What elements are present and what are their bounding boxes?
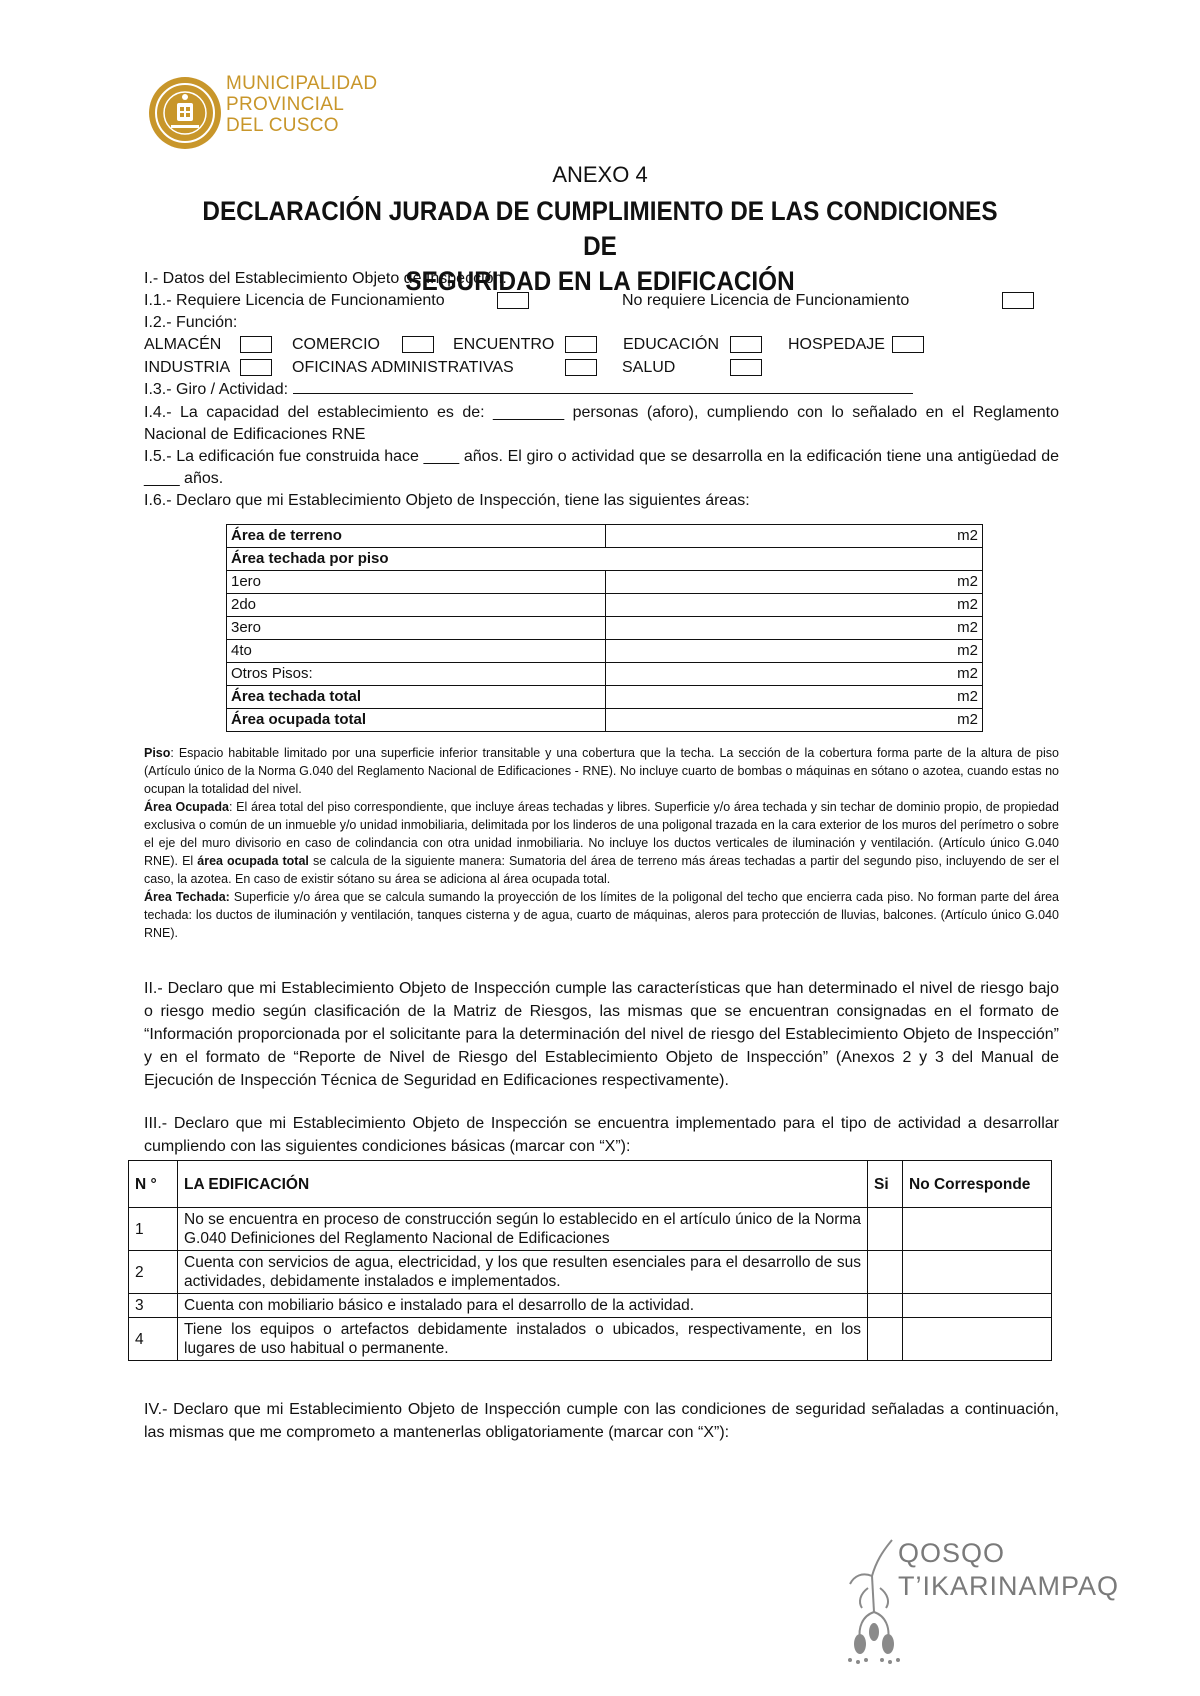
logo-line: MUNICIPALIDAD	[226, 73, 378, 94]
area-label: Otros Pisos:	[227, 663, 606, 686]
educacion-checkbox[interactable]	[730, 336, 762, 353]
condition-text: Tiene los equipos o artefactos debidamente instalados o ubicados, respectivamente, en los lugares de uso habitual o permanente.	[178, 1318, 868, 1361]
header-no-corresponde: No Corresponde	[903, 1161, 1052, 1208]
note-piso	[144, 744, 1059, 798]
condition-number: 3	[129, 1294, 178, 1318]
area-value-field[interactable]: m2	[606, 617, 983, 640]
comercio-checkbox[interactable]	[402, 336, 434, 353]
license-row	[144, 289, 1059, 312]
area-value-field[interactable]: m2	[606, 571, 983, 594]
no-license-checkbox[interactable]	[1002, 292, 1034, 309]
area-row	[227, 640, 983, 663]
area-label: Área ocupada total	[227, 709, 606, 732]
condition-row	[129, 1208, 1052, 1251]
no-license-label: No requiere Licencia de Funcionamiento	[622, 292, 910, 309]
qosqo-line: T’IKARINAMPAQ	[898, 1571, 1120, 1601]
condition-si-cell[interactable]	[868, 1318, 903, 1361]
title-line: SEGURIDAD EN LA EDIFICACIÓN	[405, 266, 795, 296]
area-row	[227, 663, 983, 686]
section-1	[144, 268, 1059, 511]
note-area-techada	[144, 888, 1059, 942]
condition-row	[129, 1318, 1052, 1361]
logo-line: DEL CUSCO	[226, 115, 339, 136]
requires-license-label: I.1.- Requiere Licencia de Funcionamiento	[144, 292, 445, 309]
function-comercio: COMERCIO	[292, 336, 380, 353]
area-label: Área techada por piso	[227, 548, 983, 571]
condition-nc-cell[interactable]	[903, 1294, 1052, 1318]
area-row	[227, 617, 983, 640]
condition-nc-cell[interactable]	[903, 1251, 1052, 1294]
area-label: 2do	[227, 594, 606, 617]
area-row	[227, 686, 983, 709]
condition-row	[129, 1294, 1052, 1318]
area-value-field[interactable]: m2	[606, 709, 983, 732]
header-si: Si	[868, 1161, 903, 1208]
area-label: 3ero	[227, 617, 606, 640]
function-oficinas: OFICINAS ADMINISTRATIVAS	[292, 359, 514, 376]
function-hospedaje: HOSPEDAJE	[788, 336, 885, 353]
almacen-checkbox[interactable]	[240, 336, 272, 353]
condition-text: Cuenta con servicios de agua, electricidad, y los que resulten esenciales para el desarrollo de sus actividades, debidamente instalados e implementados.	[178, 1251, 868, 1294]
title-line: DECLARACIÓN JURADA DE CUMPLIMIENTO DE LAS CONDICIONES DE	[202, 196, 998, 261]
definitions-notes	[144, 744, 1059, 942]
function-industria: INDUSTRIA	[144, 359, 231, 376]
function-row-1	[144, 333, 1059, 356]
note-text: Superficie y/o área que se calcula sumando la proyección de los límites de la poligonal del techo que encierra cada piso. No forman parte del área techada: los ductos de iluminación y ventilación, tanques cisterna y de agua, cuarto de máquinas, aleros para protección de lluvias, balcones. (Artículo único G.040 RNE).	[144, 890, 1060, 940]
note-area-ocupada	[144, 798, 1059, 888]
condition-text: Cuenta con mobiliario básico e instalado para el desarrollo de la actividad.	[178, 1294, 868, 1318]
area-label: Área techada total	[227, 686, 606, 709]
condition-row	[129, 1251, 1052, 1294]
qosqo-line: QOSQO	[898, 1538, 1006, 1568]
function-label: I.2.- Función:	[144, 314, 238, 331]
section-3-text: III.- Declaro que mi Establecimiento Objeto de Inspección se encuentra implementado para el tipo de actividad a desarrollar cumpliendo con las siguientes condiciones básicas (marcar con “X”):	[144, 1115, 1059, 1155]
header-number: N °	[129, 1161, 178, 1208]
oficinas-checkbox[interactable]	[565, 359, 597, 376]
condition-number: 4	[129, 1318, 178, 1361]
condition-si-cell[interactable]	[868, 1208, 903, 1251]
note-text: : El área total del piso correspondiente, que incluye áreas techadas y libres. Superficie y/o área techada y sin techar de dominio propio, de propiedad exclusiva o común de un inmueble y/o unidad inmobiliaria, delimitada por los linderos de una poligonal trazada en la cara exterior de los muros del perímetro o sobre el eje del muro divisorio en caso de colindancia con otra unidad inmobiliaria. No incluye los ductos verticales de iluminación y ventilación. (Artículo único G.040 RNE). El	[144, 800, 1059, 868]
function-salud: SALUD	[622, 359, 676, 376]
function-row-2	[144, 356, 1059, 379]
function-almacen: ALMACÉN	[144, 336, 222, 353]
municipality-logo-text	[226, 73, 377, 136]
activity-label: I.3.- Giro / Actividad:	[144, 381, 289, 398]
note-term: Área Ocupada	[144, 800, 229, 814]
qosqo-logo-text	[898, 1537, 1119, 1603]
condition-text: No se encuentra en proceso de construcción según lo establecido en el artículo único de la Norma G.040 Definiciones del Reglamento Nacional de Edificaciones	[178, 1208, 868, 1251]
condition-number: 2	[129, 1251, 178, 1294]
seal-icon	[147, 75, 223, 151]
section-4-text: IV.- Declaro que mi Establecimiento Objeto de Inspección cumple con las condiciones de seguridad señaladas a continuación, las mismas que me comprometo a mantenerlas obligatoriamente (marcar con “X”):	[144, 1401, 1059, 1441]
conditions-header-row	[129, 1161, 1052, 1208]
note-term: Área Techada:	[144, 890, 230, 904]
area-value-field[interactable]: m2	[606, 663, 983, 686]
industria-checkbox[interactable]	[240, 359, 272, 376]
capacity-text: I.4.- La capacidad del establecimiento es de: ________ personas (aforo), cumpliendo con lo señalado en el Reglamento Nacional de Edificaciones RNE	[144, 404, 1059, 443]
conditions-table	[128, 1160, 1052, 1361]
section-1-heading: I.- Datos del Establecimiento Objeto de Inspección.	[144, 270, 507, 287]
header-item: LA EDIFICACIÓN	[178, 1161, 868, 1208]
area-value-field[interactable]: m2	[606, 640, 983, 663]
area-row	[227, 709, 983, 732]
area-value-field[interactable]: m2	[606, 686, 983, 709]
salud-checkbox[interactable]	[730, 359, 762, 376]
area-row	[227, 548, 983, 571]
note-text: : Espacio habitable limitado por una superficie inferior transitable y una cobertura que la techa. La sección de la cobertura forma parte de la altura de piso (Artículo único de la Norma G.040 del Reglamento Nacional de Edificaciones - RNE). No incluye cuarto de bombas o máquinas en sótano o azotea, cuando estas no ocupan la totalidad del nivel.	[144, 746, 1059, 796]
activity-input-line[interactable]	[293, 379, 913, 394]
area-label: 4to	[227, 640, 606, 663]
condition-nc-cell[interactable]	[903, 1318, 1052, 1361]
note-term: Piso	[144, 746, 171, 760]
section-2-text: II.- Declaro que mi Establecimiento Objeto de Inspección cumple las características que han determinado el nivel de riesgo bajo o riesgo medio según clasificación de la Matriz de Riesgos, las mismas que se encuentran consignadas en el formato de “Información proporcionada por el solicitante para la determinación del nivel de riesgo del Establecimiento Objeto de Inspección” y en el formato de “Reporte de Nivel de Riesgo del Establecimiento Objeto de Inspección” (Anexos 2 y 3 del Manual de Ejecución de Inspección Técnica de Seguridad en Edificaciones respectivamente).	[144, 980, 1059, 1089]
area-row	[227, 594, 983, 617]
condition-si-cell[interactable]	[868, 1251, 903, 1294]
note-bold-term: área ocupada total	[197, 854, 309, 868]
area-label: 1ero	[227, 571, 606, 594]
construction-age-text: I.5.- La edificación fue construida hace ____ años. El giro o actividad que se desarrolla en la edificación tiene una antigüedad de ____ años.	[144, 448, 1059, 487]
logo-line: PROVINCIAL	[226, 94, 345, 115]
area-label: Área de terreno	[227, 525, 606, 548]
note-text: se calcula de la siguiente manera: Sumatoria del área de terreno más áreas techadas a partir del segundo piso, incluyendo de ser el caso, la azotea. En caso de existir sótano su área se adiciona al área ocupada total.	[144, 854, 1059, 886]
activity-row	[144, 379, 1059, 400]
areas-table	[226, 524, 983, 732]
areas-intro: I.6.- Declaro que mi Establecimiento Objeto de Inspección, tiene las siguientes áreas:	[144, 492, 750, 509]
hospedaje-checkbox[interactable]	[892, 336, 924, 353]
condition-number: 1	[129, 1208, 178, 1251]
condition-nc-cell[interactable]	[903, 1208, 1052, 1251]
area-row	[227, 525, 983, 548]
function-educacion: EDUCACIÓN	[623, 336, 720, 353]
area-row	[227, 571, 983, 594]
annex-label: ANEXO 4	[552, 162, 648, 187]
area-value-field[interactable]: m2	[606, 594, 983, 617]
condition-si-cell[interactable]	[868, 1294, 903, 1318]
area-value-field[interactable]: m2	[606, 525, 983, 548]
requires-license-checkbox[interactable]	[497, 292, 529, 309]
encuentro-checkbox[interactable]	[565, 336, 597, 353]
function-encuentro: ENCUENTRO	[453, 336, 555, 353]
